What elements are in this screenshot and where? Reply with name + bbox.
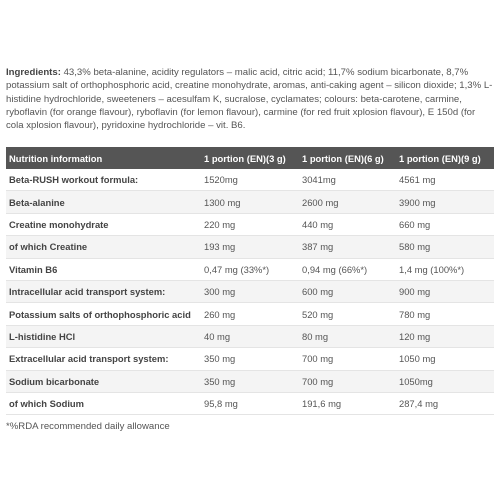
value-6g: 440 mg bbox=[299, 213, 396, 235]
value-9g: 4561 mg bbox=[396, 169, 494, 191]
row-label: of which Creatine bbox=[6, 236, 201, 258]
table-row bbox=[6, 370, 494, 392]
table-row bbox=[6, 303, 494, 325]
row-label: Beta-alanine bbox=[6, 191, 201, 213]
value-3g: 220 mg bbox=[201, 213, 299, 235]
table-row bbox=[6, 258, 494, 280]
rda-footnote: *%RDA recommended daily allowance bbox=[6, 421, 170, 432]
table-row bbox=[6, 392, 494, 414]
table-row bbox=[6, 348, 494, 370]
value-9g: 3900 mg bbox=[396, 191, 494, 213]
ingredients-paragraph bbox=[6, 66, 494, 132]
value-3g: 1520mg bbox=[201, 169, 299, 191]
value-6g: 600 mg bbox=[299, 280, 396, 302]
row-label: Potassium salts of orthophosphoric acid bbox=[6, 303, 201, 325]
value-3g: 0,47 mg (33%*) bbox=[201, 258, 299, 280]
value-9g: 1050 mg bbox=[396, 348, 494, 370]
header-portion-6g: 1 portion (EN)(6 g) bbox=[299, 147, 396, 169]
ingredients-text: 43,3% beta-alanine, acidity regulators – malic acid, citric acid; 11,7% sodium bicarbonate, 8,7% potassium salt of orthophosphoric acid, creatine monohydrate, aromas, anti-caking agent – silicon dioxide; 1,3% L-histidine hydrochloride, sweeteners – acesulfam K, sucralose, cyclamates; colours: beta-carotene, carmine, ryboflavin (for orange flavour), ryboflavin (for lemon flavour), carmine (for red fruit xplosion flavour), E 150d (for cola xplosion flavour), pyridoxine hydrochloride – vit. B6. bbox=[6, 67, 493, 132]
value-6g: 191,6 mg bbox=[299, 392, 396, 414]
row-label: Sodium bicarbonate bbox=[6, 370, 201, 392]
row-label: Vitamin B6 bbox=[6, 258, 201, 280]
header-portion-9g: 1 portion (EN)(9 g) bbox=[396, 147, 494, 169]
row-label: Intracellular acid transport system: bbox=[6, 280, 201, 302]
value-6g: 0,94 mg (66%*) bbox=[299, 258, 396, 280]
value-6g: 700 mg bbox=[299, 348, 396, 370]
value-3g: 350 mg bbox=[201, 370, 299, 392]
table-row bbox=[6, 191, 494, 213]
value-3g: 1300 mg bbox=[201, 191, 299, 213]
header-portion-3g: 1 portion (EN)(3 g) bbox=[201, 147, 299, 169]
value-3g: 40 mg bbox=[201, 325, 299, 347]
row-label: Extracellular acid transport system: bbox=[6, 348, 201, 370]
value-9g: 660 mg bbox=[396, 213, 494, 235]
value-9g: 287,4 mg bbox=[396, 392, 494, 414]
value-3g: 300 mg bbox=[201, 280, 299, 302]
header-nutrition-information: Nutrition information bbox=[6, 147, 201, 169]
table-row bbox=[6, 169, 494, 191]
row-label: Beta-RUSH workout formula: bbox=[6, 169, 201, 191]
value-6g: 700 mg bbox=[299, 370, 396, 392]
value-9g: 1050mg bbox=[396, 370, 494, 392]
value-9g: 1,4 mg (100%*) bbox=[396, 258, 494, 280]
row-label: of which Sodium bbox=[6, 392, 201, 414]
value-3g: 350 mg bbox=[201, 348, 299, 370]
table-row bbox=[6, 280, 494, 302]
table-row bbox=[6, 213, 494, 235]
value-3g: 95,8 mg bbox=[201, 392, 299, 414]
row-label: Creatine monohydrate bbox=[6, 213, 201, 235]
value-3g: 193 mg bbox=[201, 236, 299, 258]
nutrition-table bbox=[6, 147, 494, 415]
ingredients-label: Ingredients: bbox=[6, 67, 61, 78]
value-6g: 80 mg bbox=[299, 325, 396, 347]
table-header-row bbox=[6, 147, 494, 169]
value-9g: 580 mg bbox=[396, 236, 494, 258]
value-9g: 120 mg bbox=[396, 325, 494, 347]
table-row bbox=[6, 325, 494, 347]
value-6g: 3041mg bbox=[299, 169, 396, 191]
value-6g: 520 mg bbox=[299, 303, 396, 325]
row-label: L-histidine HCl bbox=[6, 325, 201, 347]
value-9g: 900 mg bbox=[396, 280, 494, 302]
value-9g: 780 mg bbox=[396, 303, 494, 325]
value-6g: 2600 mg bbox=[299, 191, 396, 213]
value-3g: 260 mg bbox=[201, 303, 299, 325]
table-row bbox=[6, 236, 494, 258]
value-6g: 387 mg bbox=[299, 236, 396, 258]
